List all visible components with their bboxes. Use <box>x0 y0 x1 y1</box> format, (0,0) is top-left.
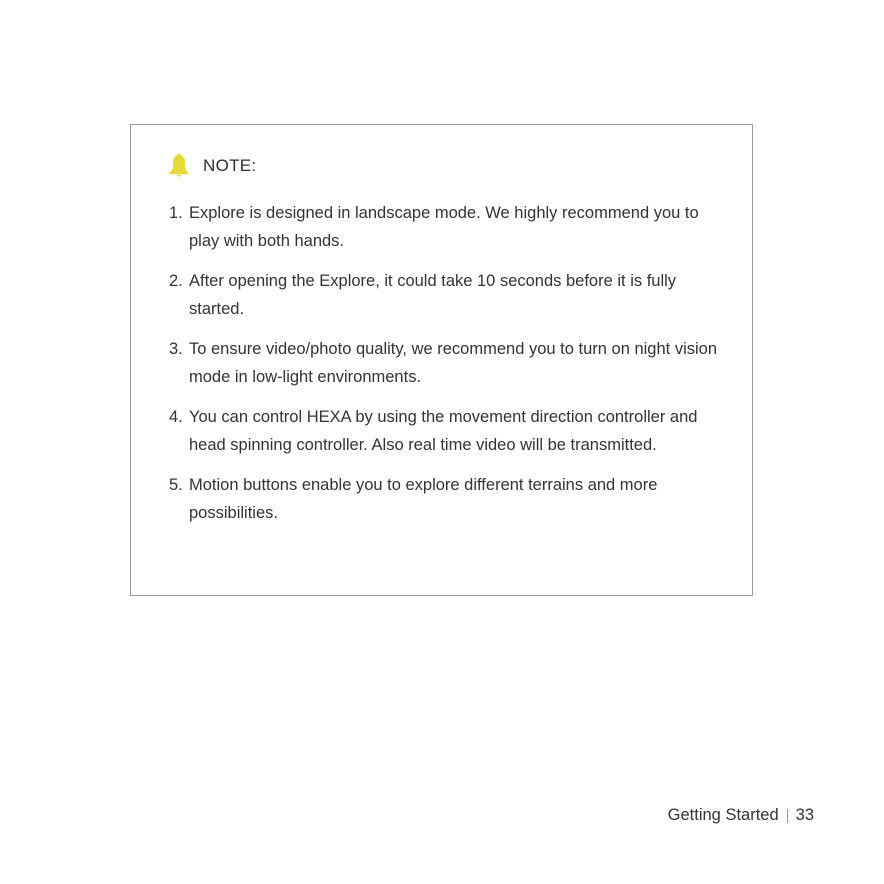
page-number: 33 <box>795 806 814 824</box>
bell-icon <box>169 153 189 179</box>
note-box <box>130 124 753 596</box>
note-item-text: After opening the Explore, it could take 10 seconds before it is fully started. <box>189 272 677 318</box>
note-item-number: 5. <box>169 476 183 494</box>
note-item-4 <box>169 403 729 459</box>
note-item-2 <box>169 267 729 323</box>
page-footer <box>668 806 814 825</box>
note-item-1 <box>169 199 729 255</box>
note-item-5 <box>169 471 729 527</box>
note-item-3 <box>169 335 729 391</box>
note-item-text: To ensure video/photo quality, we recommend you to turn on night vision mode in low-light environments. <box>189 340 717 386</box>
note-item-number: 2. <box>169 272 183 290</box>
note-header <box>169 153 256 179</box>
footer-divider <box>787 809 788 823</box>
note-item-text: You can control HEXA by using the movement direction controller and head spinning controller. Also real time video will be transmitted. <box>189 408 698 454</box>
footer-section-title: Getting Started <box>667 806 779 824</box>
note-item-number: 4. <box>169 408 183 426</box>
note-item-number: 3. <box>169 340 183 358</box>
note-item-number: 1. <box>169 204 183 222</box>
note-item-text: Explore is designed in landscape mode. We highly recommend you to play with both hands. <box>189 204 699 250</box>
note-list <box>169 199 729 539</box>
note-label: NOTE: <box>203 156 257 175</box>
note-item-text: Motion buttons enable you to explore different terrains and more possibilities. <box>189 476 658 522</box>
